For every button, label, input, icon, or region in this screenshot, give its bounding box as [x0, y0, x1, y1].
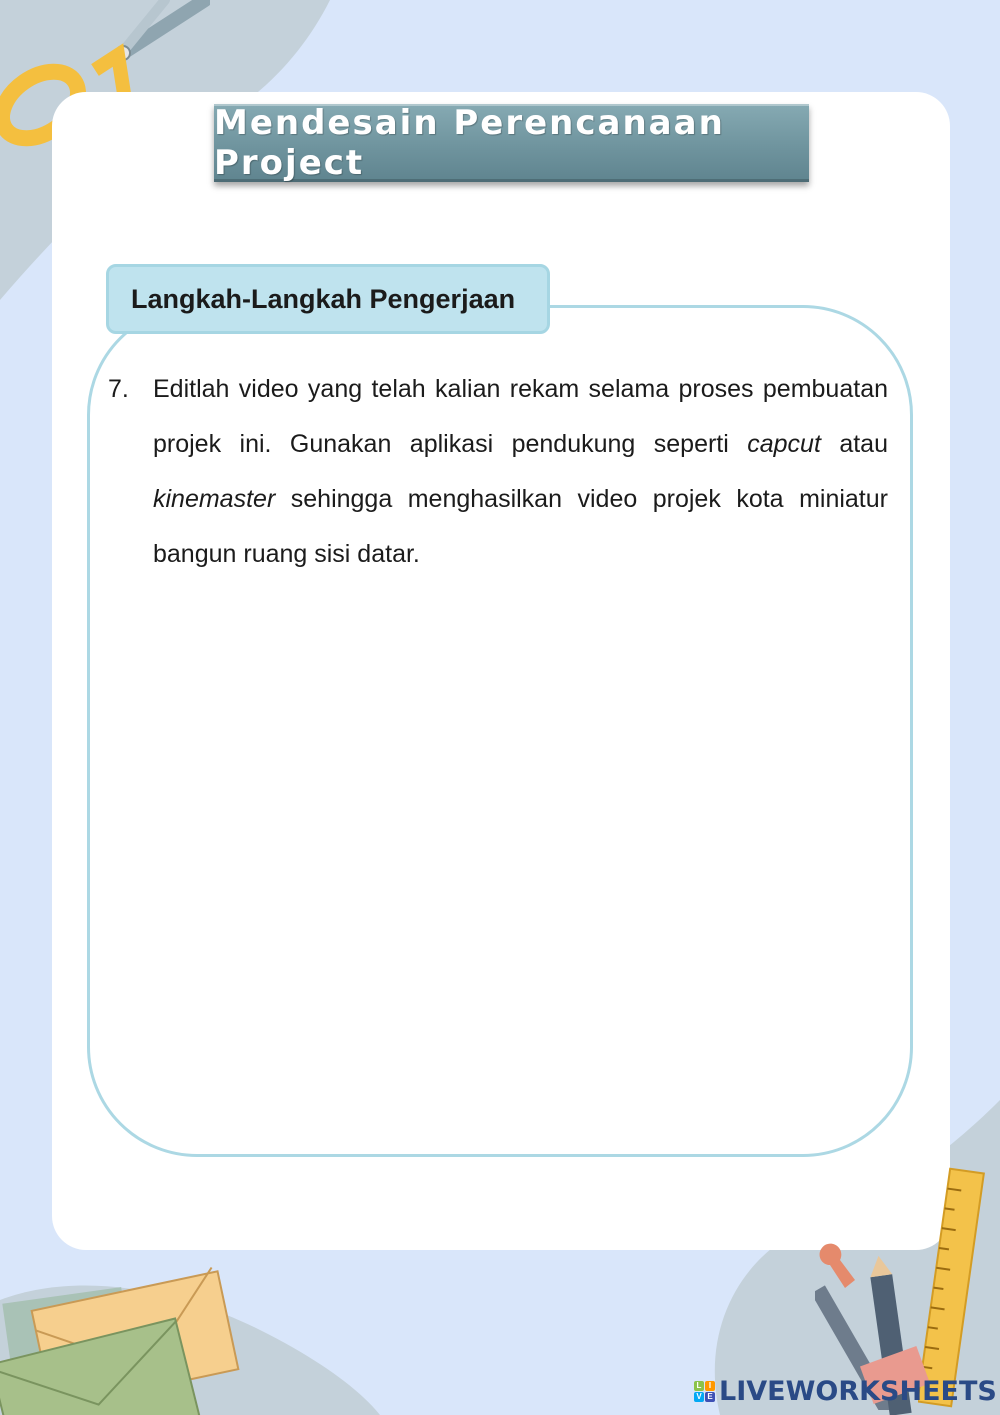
brand-letter: I — [705, 1381, 715, 1391]
brand-logo — [694, 1374, 997, 1408]
app-name-capcut: capcut — [747, 430, 821, 458]
step-list — [108, 362, 888, 582]
brand-letter: V — [694, 1392, 704, 1402]
app-name-kinemaster: kinemaster — [153, 485, 276, 513]
step-number: 7. — [108, 375, 129, 403]
section-heading-tab — [106, 264, 550, 334]
brand-letter: E — [705, 1392, 715, 1402]
page-title: Mendesain Perencanaan Project — [214, 103, 725, 183]
step-text-part: sehingga menghasilkan video projek kota miniatur bangun ruang sisi datar. — [153, 485, 888, 568]
title-banner — [214, 104, 809, 182]
step-text-part: Editlah video yang telah kalian rekam selama proses pembuatan projek ini. Gunakan aplikasi pendukung seperti — [153, 375, 888, 458]
brand-name: LIVEWORKSHEETS — [719, 1375, 997, 1407]
step-text — [153, 362, 888, 582]
envelope-icon — [0, 1265, 260, 1415]
list-item — [108, 362, 888, 582]
section-heading: Langkah-Langkah Pengerjaan — [131, 283, 516, 314]
brand-letter: L — [694, 1381, 704, 1391]
step-text-part: atau — [820, 430, 888, 458]
brand-icon — [694, 1381, 715, 1402]
